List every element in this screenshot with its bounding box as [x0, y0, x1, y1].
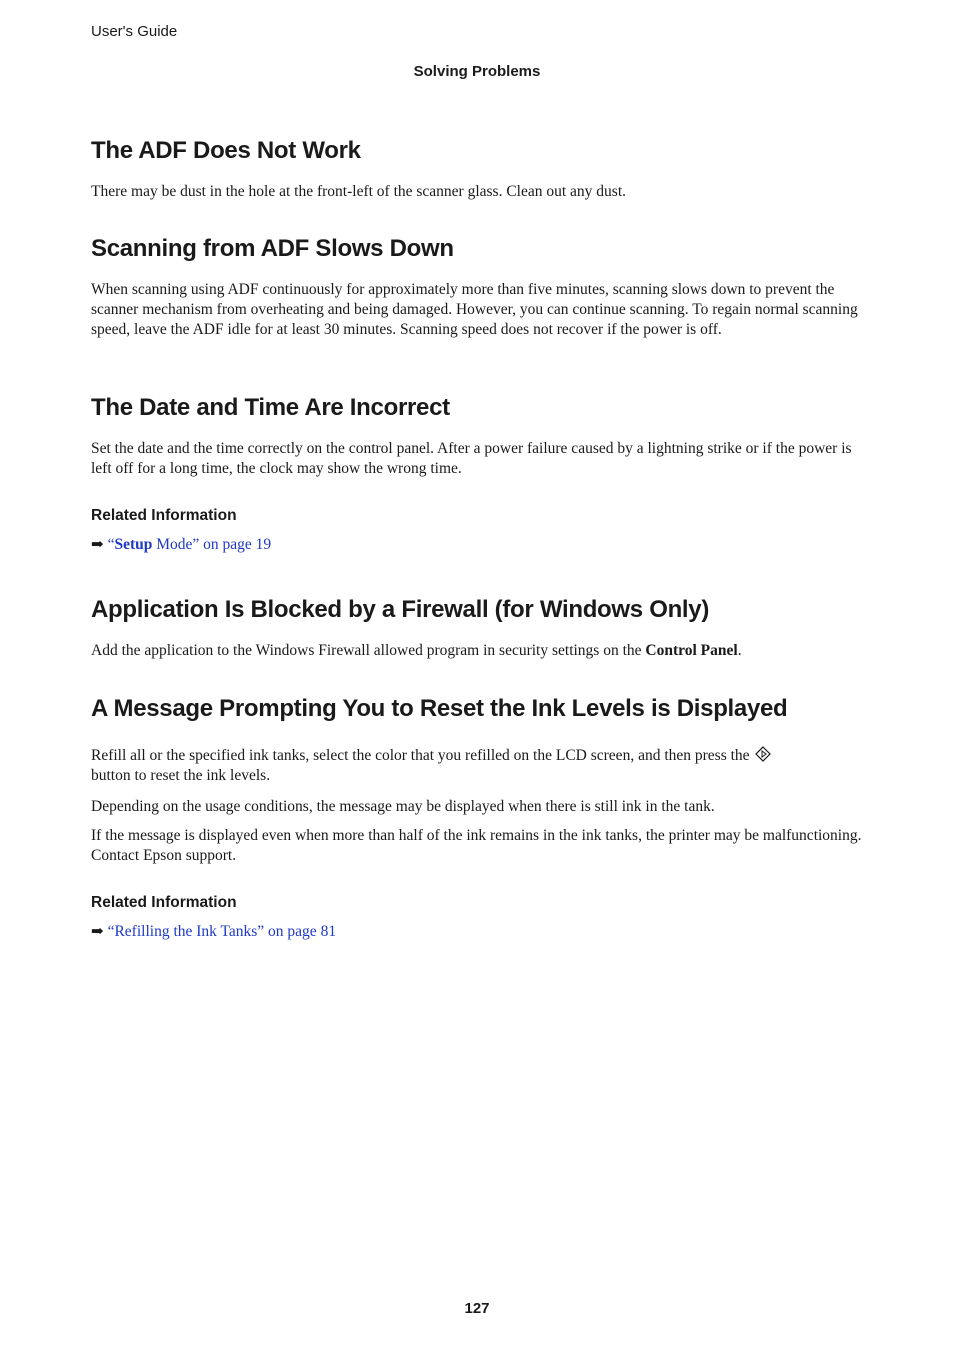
- link-mode-page: Mode” on page 19: [152, 536, 272, 553]
- related-information-title: Related Information: [91, 507, 237, 524]
- heading-adf-does-not-work: The ADF Does Not Work: [91, 137, 361, 164]
- reset-ink-levels-para3: If the message is displayed even when more than half of the ink remains in the ink tanks, the printer may be malfunctioning. Contact Epson support.: [91, 827, 862, 864]
- date-time-incorrect-text: Set the date and the time correctly on the control panel. After a power failure caused by a lightning strike or if the power is left off for a long time, the clock may show the wrong time.: [91, 440, 852, 477]
- heading-adf-slows-down: Scanning from ADF Slows Down: [91, 235, 454, 262]
- application-blocked-text-end: .: [737, 642, 742, 659]
- link-quote-open: “: [107, 536, 115, 553]
- chapter-title: Solving Problems: [413, 63, 541, 80]
- adf-slows-down-text: When scanning using ADF continuously for approximately more than five minutes, scanning slows down to prevent the scanner mechanism from overheating and being damaged. However, you can continue scanning. To regain normal scanning speed, leave the ADF idle for at least 30 minutes. Scanning speed does not recover if the power is off.: [91, 281, 858, 338]
- heading-application-blocked: Application Is Blocked by a Firewall (for Windows Only): [91, 596, 710, 623]
- related-link-row: [91, 535, 271, 555]
- start-diamond-icon: [755, 746, 771, 762]
- setup-mode-link[interactable]: [108, 536, 272, 553]
- reset-ink-levels-para1: [91, 746, 866, 786]
- reset-ink-para1-start: Refill all or the specified ink tanks, select the color that you refilled on the LCD screen, and then press the: [91, 747, 754, 764]
- arrow-right-icon: ➡: [91, 924, 104, 940]
- refilling-ink-tanks-link[interactable]: “Refilling the Ink Tanks” on page 81: [107, 923, 337, 940]
- control-panel-bold: Control Panel: [645, 642, 738, 659]
- related-information-title-2: Related Information: [91, 894, 237, 911]
- heading-date-time-incorrect: The Date and Time Are Incorrect: [91, 394, 450, 421]
- related-link-row-2: [91, 922, 336, 942]
- heading-reset-ink-levels: A Message Prompting You to Reset the Ink Levels is Displayed: [91, 695, 788, 722]
- adf-does-not-work-text: There may be dust in the hole at the front-left of the scanner glass. Clean out any dust.: [91, 183, 627, 200]
- reset-ink-para1-end: button to reset the ink levels.: [91, 767, 271, 784]
- link-setup-bold: Setup: [114, 536, 153, 553]
- application-blocked-text: [91, 641, 866, 661]
- reset-ink-levels-para2: Depending on the usage conditions, the message may be displayed when there is still ink in the tank.: [91, 798, 715, 815]
- page-number: 127: [464, 1300, 490, 1317]
- arrow-right-icon: ➡: [91, 537, 104, 553]
- application-blocked-text-start: Add the application to the Windows Firewall allowed program in security settings on the: [91, 642, 646, 659]
- running-header: User's Guide: [91, 23, 178, 40]
